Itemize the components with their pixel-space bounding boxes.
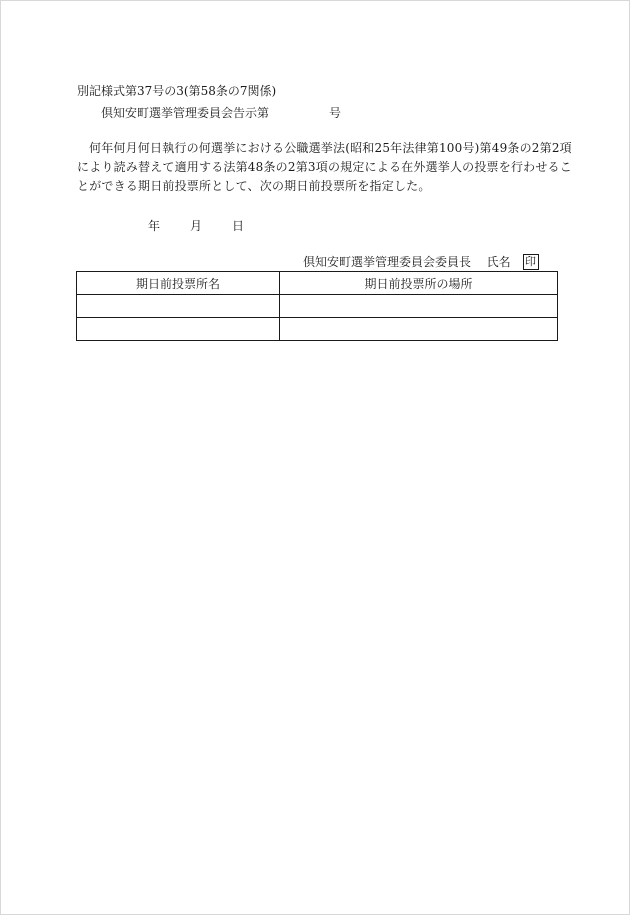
table-cell	[280, 295, 558, 318]
table-row	[77, 295, 558, 318]
body-line-3: とができる期日前投票所として、次の期日前投票所を指定した。	[77, 179, 431, 193]
notice-body	[77, 139, 572, 196]
body-line-1: 何年何月何日執行の何選挙における公職選挙法(昭和25年法律第100号)第49条の2第2項	[89, 141, 572, 155]
table-cell	[77, 318, 280, 341]
header-place-location: 期日前投票所の場所	[280, 272, 558, 295]
polling-places-table	[76, 271, 558, 341]
date-month: 月	[190, 219, 203, 233]
table-cell	[77, 295, 280, 318]
signer-line	[303, 254, 539, 271]
signer-name-label: 氏名	[486, 255, 511, 269]
seal-mark: 印	[523, 254, 539, 270]
table-cell	[280, 318, 558, 341]
notice-prefix: 倶知安町選挙管理委員会告示第	[101, 106, 270, 120]
date-line	[148, 218, 244, 234]
form-label: 別記様式第37号の3(第58条の7関係)	[77, 84, 277, 98]
date-day: 日	[232, 219, 245, 233]
body-line-2: により読み替えて適用する法第48条の2第3項の規定による在外選挙人の投票を行わせるこ	[77, 160, 572, 174]
notice-suffix: 号	[329, 106, 342, 120]
date-year: 年	[148, 219, 161, 233]
table-row	[77, 318, 558, 341]
header-place-name: 期日前投票所名	[77, 272, 280, 295]
signer-title: 倶知安町選挙管理委員会委員長	[303, 255, 472, 269]
table-header-row	[77, 272, 558, 295]
notice-number-line	[101, 105, 341, 121]
